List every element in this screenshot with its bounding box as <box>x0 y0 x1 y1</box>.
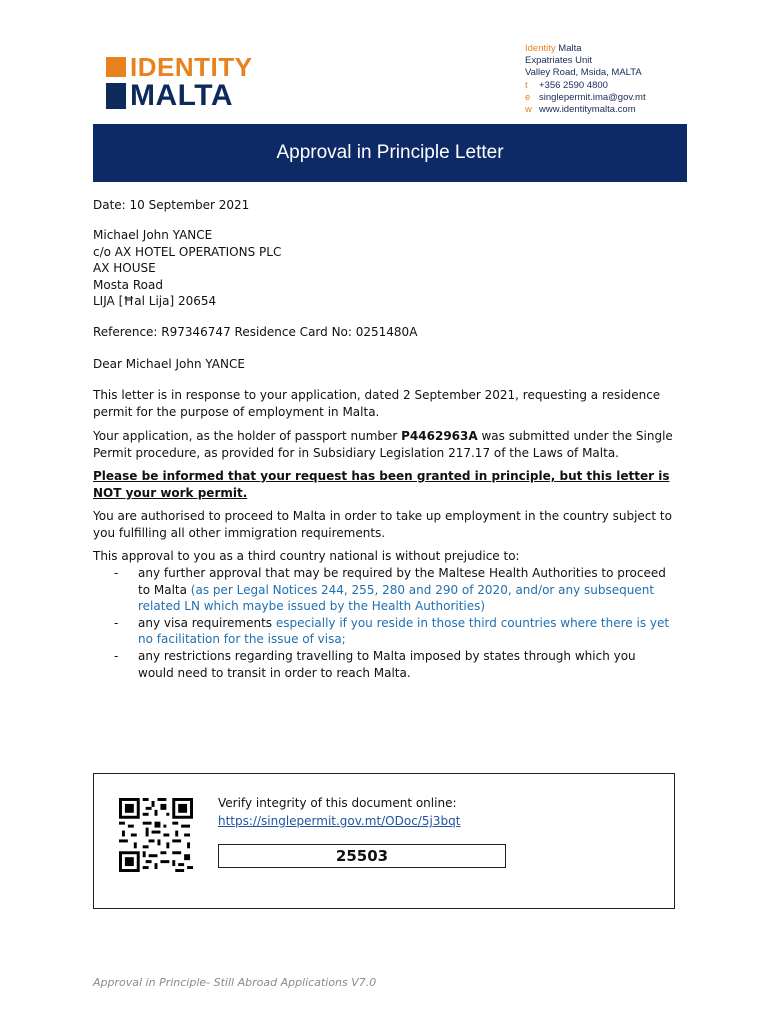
logo-text-malta: MALTA <box>130 79 234 112</box>
paragraph-prejudice: This approval to you as a third country national is without prejudice to: <box>93 549 520 563</box>
list-item: - any further approval that may be required by the Maltese Health Authorities to proceed to Malta (as per Legal Notices 244, 255, 280 and 290 of 2020, and/or any subsequent related LN which maybe issued by the Health Authorities) <box>114 566 666 614</box>
contact-phone: t +356 2590 4800 <box>525 79 608 91</box>
conditions-list <box>114 565 674 681</box>
list-item: - any visa requirements especially if you reside in those third countries where there is yet no facilitation for the issue of visa; <box>114 615 670 647</box>
contact-org: Identity Malta <box>525 43 582 54</box>
verification-box <box>93 773 675 909</box>
contact-unit: Expatriates Unit <box>525 55 593 67</box>
letter-date: Date: 10 September 2021 <box>93 198 250 212</box>
qr-code-icon[interactable] <box>119 798 193 872</box>
address-line: Mosta Road <box>93 277 163 292</box>
document-footer: Approval in Principle- Still Abroad Applications V7.0 <box>93 976 377 989</box>
reference-line: Reference: R97346747 Residence Card No: 0251480A <box>93 325 418 339</box>
salutation: Dear Michael John YANCE <box>93 357 245 371</box>
address-line: AX HOUSE <box>93 261 156 276</box>
paragraph-response: This letter is in response to your application, dated 2 September 2021, requesting a residence permit for the purpose of employment in Malta. <box>93 388 661 419</box>
address-line: Michael John YANCE <box>93 228 213 242</box>
letter-title-banner <box>93 124 687 182</box>
address-line: c/o AX HOTEL OPERATIONS PLC <box>93 244 282 259</box>
contact-address: Valley Road, Msida, MALTA <box>525 67 642 79</box>
logo-mark-top <box>106 57 126 77</box>
recipient-address <box>93 227 678 310</box>
address-line: LIJA [Ħal Lija] 20654 <box>93 294 217 309</box>
passport-number: P4462963A <box>401 429 478 443</box>
verification-code-box <box>218 844 506 868</box>
contact-email[interactable]: e singlepermit.ima@gov.mt <box>525 91 646 103</box>
identity-malta-logo <box>106 54 276 110</box>
logo-text-identity: IDENTITY <box>130 52 253 82</box>
paragraph-notice: Please be informed that your request has been granted in principle, but this letter is NOT your work permit. <box>93 469 670 500</box>
contact-block <box>525 43 646 116</box>
paragraph-authorisation: You are authorised to proceed to Malta in order to take up employment in the country subject to you fulfilling all other immigration requirements. <box>93 509 672 540</box>
verify-label: Verify integrity of this document online: <box>218 796 457 810</box>
letter-title: Approval in Principle Letter <box>276 142 504 163</box>
paragraph-passport: Your application, as the holder of passport number P4462963A was submitted under the Single Permit procedure, as provided for in Subsidiary Legislation 217.17 of the Laws of Malta. <box>93 429 673 460</box>
verification-code: 25503 <box>335 847 389 865</box>
verify-link[interactable]: https://singlepermit.gov.mt/ODoc/5j3bqt <box>218 814 461 828</box>
list-item: - any restrictions regarding travelling to Malta imposed by states through which you would need to transit in order to reach Malta. <box>114 648 636 680</box>
logo-mark-bottom <box>106 83 126 109</box>
contact-web[interactable]: w www.identitymalta.com <box>525 104 636 116</box>
